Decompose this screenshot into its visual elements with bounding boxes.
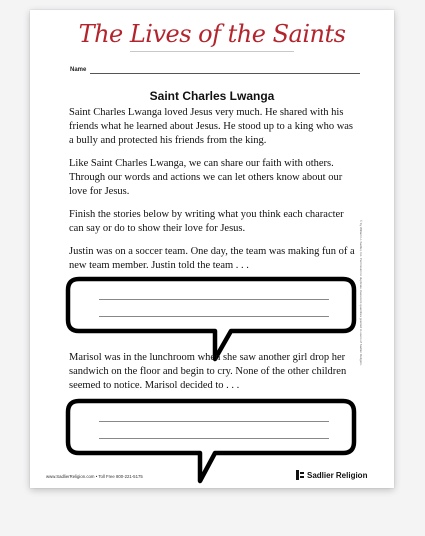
worksheet-page [30, 10, 394, 488]
paragraph-story-justin: Justin was on a soccer team. One day, the team was making fun of a new team member. Justin told the team . . . [69, 246, 355, 271]
brand-name: Sadlier Religion [307, 470, 368, 480]
footer-phone: Toll Free 800-221-5175 [98, 474, 143, 479]
paragraph-instructions: Finish the stories below by writing what you think each character can say or do to show their love for Jesus. [69, 209, 344, 234]
paragraph-story-marisol: Marisol was in the lunchroom when she saw another girl drop her sandwich on the floor and begin to cry. None of the other children seemed to notice. Marisol decided to . . . [69, 352, 347, 391]
name-label: Name [70, 67, 87, 73]
footer-website: www.SadlierReligion.com [46, 474, 95, 479]
answer-line[interactable] [99, 438, 329, 439]
banner [30, 10, 394, 62]
brand-logo [296, 470, 367, 480]
footer-contact: www.SadlierReligion.com • Toll Free 800-221-5175 [46, 474, 143, 479]
banner-title: The Lives of the Saints [78, 20, 346, 48]
paragraph-intro: Saint Charles Lwanga loved Jesus very much. He shared with his friends what he learned about Jesus. He stood up to a king who was a bully and protected his friends from the king. [69, 107, 354, 146]
name-line[interactable] [90, 73, 360, 74]
name-field[interactable] [70, 67, 360, 79]
banner-divider [130, 51, 294, 52]
copyright-note: © by William H. Sadlier, Inc. Permission to duplicate classroom quantities granted to users of Sadlier Religion. [359, 220, 363, 366]
answer-line[interactable] [99, 316, 329, 317]
answer-line[interactable] [99, 299, 329, 300]
answer-line[interactable] [99, 421, 329, 422]
sadlier-logo-icon [296, 470, 304, 480]
page-title: Saint Charles Lwanga [149, 89, 275, 103]
paragraph-share: Like Saint Charles Lwanga, we can share our faith with others. Through our words and actions we can let others know about our love for Jesus. [69, 158, 343, 197]
